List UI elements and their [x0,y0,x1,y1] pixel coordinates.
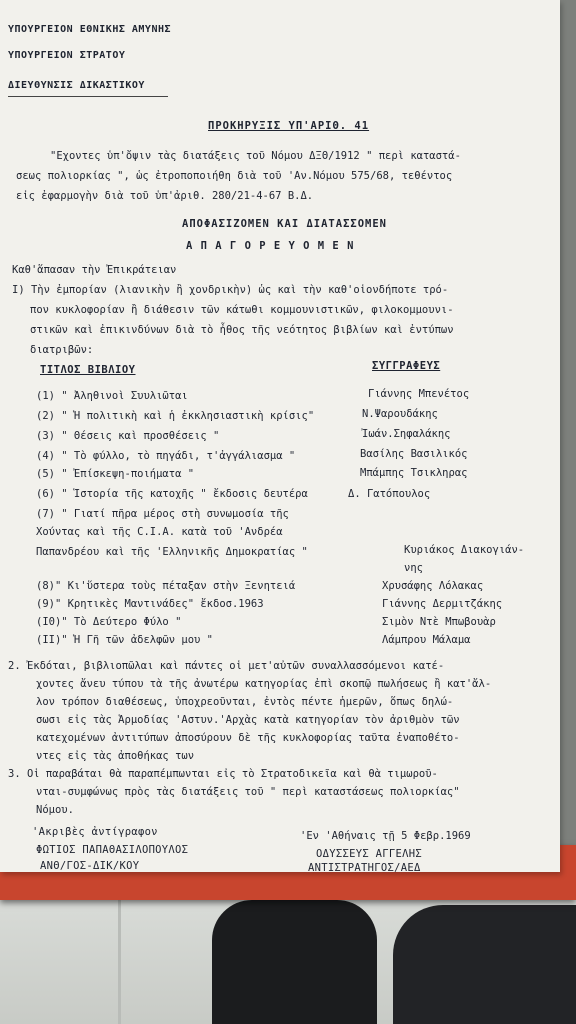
signer-name: ΟΔΥΣΣΕΥΣ ΑΓΓΕΛΗΣ [316,848,422,860]
item2-line: λον τρόπον διαθέσεως, ὑποχρεοῦνται, ἐντὸς πέντε ἡμερῶν, ὅπως δηλώ- [36,696,454,708]
book-author: Λάμπρου Μάλαμα [382,634,471,646]
copy-officer-name: ΦΩΤΙΟΣ ΠΑΠΑΘΑΣΙΛΟΠΟΥΛΟΣ [36,844,189,856]
prohibit-heading: Α Π Α Γ Ο Ρ Ε Υ Ο Μ Ε Ν [186,240,355,252]
item2-line: κατεχομένων ἀντιτύπων ἀποσύρουν δὲ τῆς κυκλοφορίας ταῦτα ἐναποθέτο- [36,732,460,744]
header-ministry-army: ΥΠΟΥΡΓΕΙΟΝ ΣΤΡΑΤΟΥ [8,50,126,61]
proclamation-title: ΠΡΟΚΗΡΥΞΙΣ ΥΠ'ΑΡΙΘ. 41 [208,120,370,132]
book-title: (1) " Ἀληθινοὶ Συυλιῶται [36,390,188,402]
book-title: (2) " Ἡ πολιτικὴ καὶ ἡ ἐκκλησιαστικὴ κρίσις" [36,410,315,422]
copy-officer-role: ΑΝΘ/ΓΟΣ-ΔΙΚ/ΚΟΥ [40,860,140,872]
item3-line: 3. Οἱ παραβάται θὰ παραπέμπωνται εἰς τὸ Στρατοδικεῖα καὶ θὰ τιμωροῦ- [8,768,438,780]
book-author: Μπάμπης Τσικληρας [360,467,468,479]
item1-line: στικῶν καὶ ἐπικινδύνων διὰ τὸ ἦθος τῆς νεότητος βιβλίων καὶ ἐντύπων [30,324,454,336]
book-author: Ἰωάν.Σηφαλάκης [362,428,451,440]
true-copy-label: 'Ακριβὲς ἀντίγραφον [32,826,158,838]
preamble-line: εἰς ἐφαρμογὴν διὰ τοῦ ὑπ'ἀριθ. 280/21-4-67 Β.Δ. [16,190,314,202]
item1-line: πον κυκλοφορίαν ἢ διάθεσιν τῶν κάτωθι κομμουνιστικῶν, φιλοκομμουνι- [30,304,454,316]
book-author: Σιμὸν Ντὲ Μπωβουὰρ [382,616,496,628]
item1-line: I) Τὴν ἐμπορίαν (λιανικὴν ἢ χονδρικὴν) ὡς καὶ τὴν καθ'οἱονδήποτε τρό- [12,284,449,296]
item2-line: σωσι εἰς τὰς Ἁρμοδίας 'Αστυν.'Αρχὰς κατὰ κατηγορίαν τὸν ἀριθμὸν τῶν [36,714,460,726]
book-title: (5) " Ἐπίσκεψη-ποιήματα " [36,468,195,480]
book-title: (8)" Κι'ὕστερα τοὺς πέταξαν στὴν Ξενητειά [36,580,296,592]
book-title: Χούντας καὶ τῆς C.I.A. κατὰ τοῦ 'Ανδρέα [36,526,283,538]
column-title-header: ΤΙΤΛΟΣ ΒΙΒΛΙΟΥ [40,364,136,376]
book-author: Χρυσάφης Λόλακας [382,580,484,592]
left-shoe [212,900,377,1024]
item3-line: νται-συμφώνως πρὸς τὰς διατάξεις τοῦ " περὶ καταστάσεως πολιορκίας" [36,786,460,798]
book-title: (3) " Θέσεις καὶ προσθέσεις " [36,430,220,442]
header-ministry-defence: ΥΠΟΥΡΓΕΙΟΝ ΕΘΝΙΚΗΣ ΑΜΥΝΗΣ [8,24,172,35]
header-rule [8,96,168,97]
book-title: (4) " Τὸ φύλλο, τὸ πηγάδι, τ'ἀγγάλιασμα " [36,450,296,462]
place-date: 'Εν 'Αθήναις τῇ 5 Φεβρ.1969 [300,830,471,842]
territory-text: Καθ'ἅπασαν τὴν Ἐπικράτειαν [12,264,177,276]
header-directorate: ΔΙΕΥΘΥΝΣΙΣ ΔΙΚΑΣΤΙΚΟΥ [8,80,145,91]
decision-heading: ΑΠΟΦΑΣΙΖΟΜΕΝ ΚΑΙ ΔΙΑΤΑΣΣΟΜΕΝ [182,218,388,230]
item1-line: διατριβῶν: [30,344,94,356]
book-author: Δ. Γατόπουλος [348,488,431,500]
book-author: Βασίλης Βασιλικός [360,448,468,460]
book-title: Παπανδρέου καὶ τῆς 'Ελληνικῆς Δημοκρατίας " [36,546,308,558]
book-title: (I0)" Τὸ Δεύτερο Φύλο " [36,616,182,628]
book-title: (9)" Κρητικὲς Μαντινάδες" ἔκδοσ.1963 [36,598,264,610]
right-shoe [393,905,576,1024]
book-author: Γιάννης Δερμιτζάκης [382,598,503,610]
item3-line: Νόμου. [36,804,74,816]
book-title: (7) " Γιατί πῆρα μέρος στὴ συνωμοσία τῆς [36,508,289,520]
book-author: Κυριάκος Διακογιάν- [404,544,525,556]
item2-line: ντες εἰς τὰς ἀποθήκας των [36,750,195,762]
item2-line: 2. Ἐκδόται, βιβλιοπῶλαι καὶ πάντες οἱ μετ'αὐτῶν συναλλασσόμενοι κατέ- [8,660,445,672]
signer-role: ΑΝΤΙΣΤΡΑΤΗΓΟΣ/ΑΕΔ [308,862,421,872]
preamble-line: σεως πολιορκίας ", ὡς ἐτροποποιήθη διὰ τοῦ 'Αν.Νόμου 575/68, τεθέντος [16,170,453,182]
column-author-header: ΣΥΓΓΡΑΦΕΥΣ [372,360,441,372]
book-title: (II)" Ἡ Γῆ τῶν ἀδελφῶν μου " [36,634,214,646]
book-author: Ν.Ψαρουδάκης [362,408,438,420]
book-author: νης [404,562,423,574]
book-author: Γιάννης Μπενέτος [368,388,470,400]
book-title: (6) " Ἱστορία τῆς κατοχῆς " ἔκδοσις δευτέρα [36,488,308,500]
preamble-line: "Εχοντες ὑπ'ὄψιν τὰς διατάξεις τοῦ Νόμου ΔΞΘ/1912 " περὶ καταστά- [50,150,461,162]
item2-line: χοντες ἄνευ τύπου τὰ τῆς ἀνωτέρω κατηγορίας ἐπὶ σκοπῷ πωλήσεως ἢ κατ'ἄλ- [36,678,492,690]
